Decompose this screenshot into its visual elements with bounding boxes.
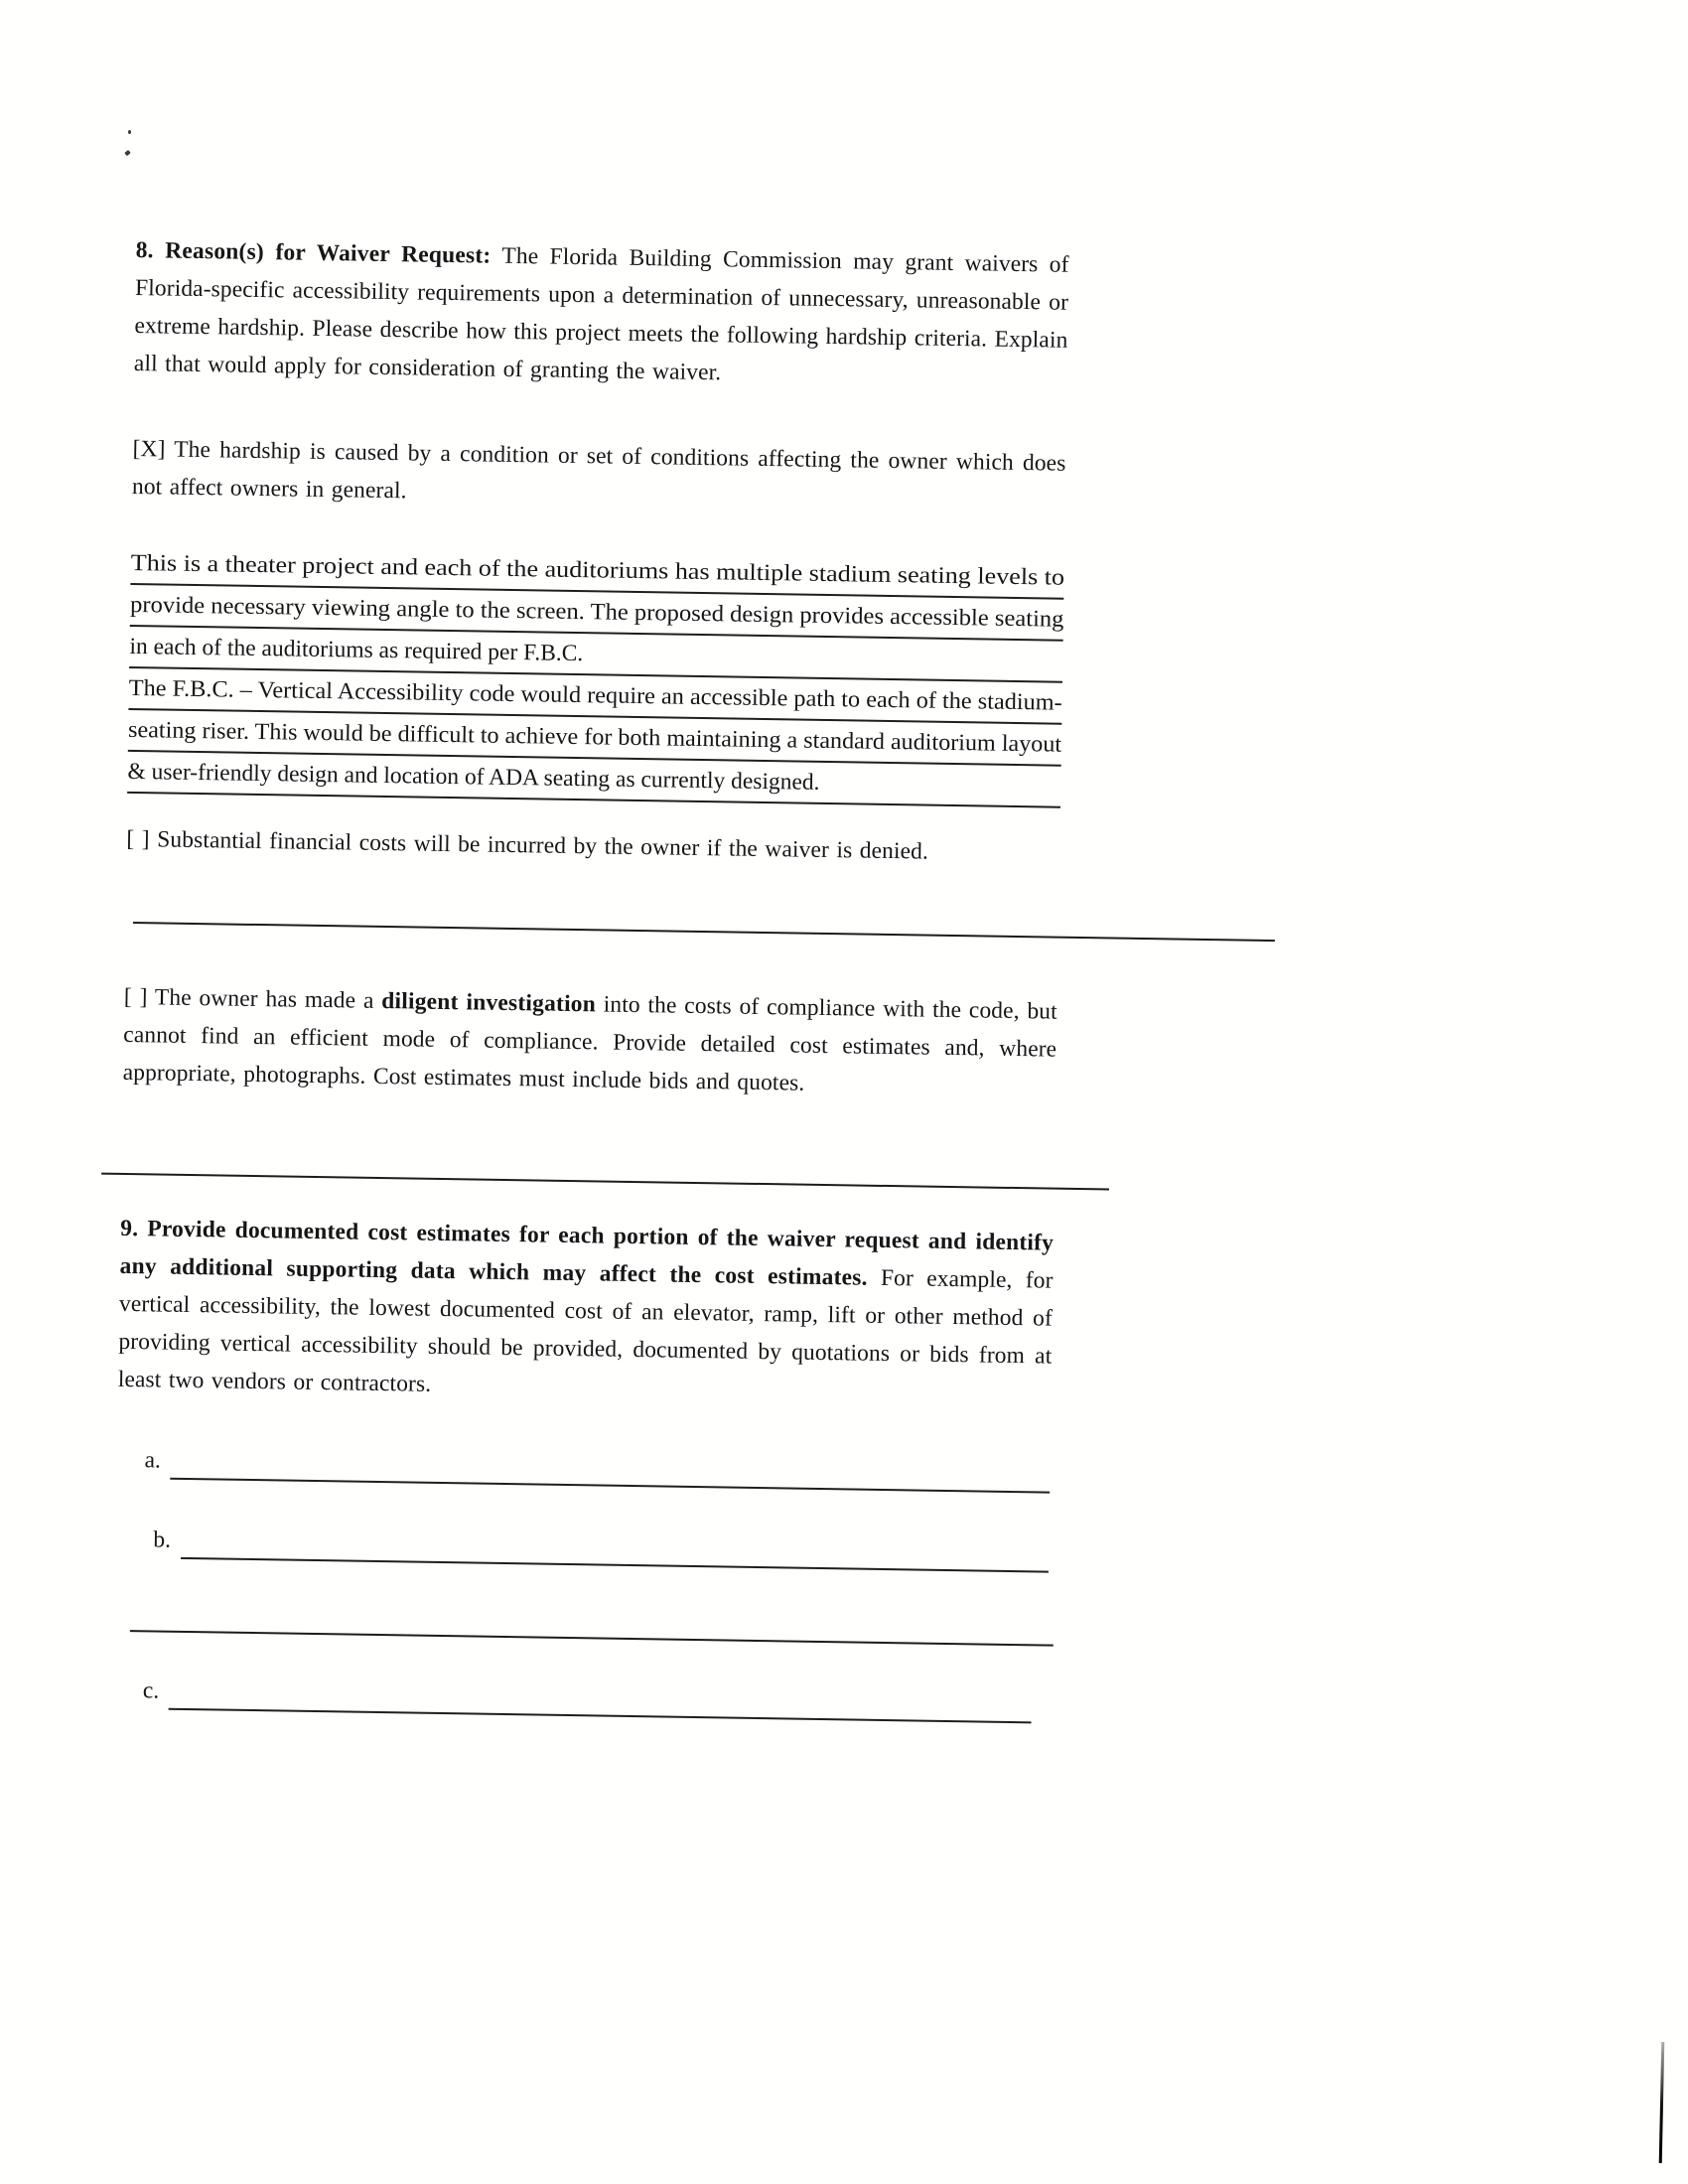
cost-label-b: b. xyxy=(153,1527,172,1553)
answer-line: provide necessary viewing angle to the screen. The proposed design provides accessible seating xyxy=(130,585,1064,642)
answer-line: The F.B.C. – Vertical Accessibility code would require an accessible path to each of the stadium- xyxy=(128,668,1062,725)
section9-heading: 9. Provide documented cost estimates for each portion of the waiver request and identify any additional supporting data which may affect the cost estimates. xyxy=(119,1215,1055,1291)
section9-intro-paragraph xyxy=(118,1210,1055,1413)
criterion-diligent-investigation xyxy=(122,978,1057,1106)
checkbox-financial-unchecked: [ ] xyxy=(126,825,150,853)
blank-answer-line xyxy=(101,1173,1109,1191)
cost-label-a: a. xyxy=(144,1447,162,1474)
criterion-financial-costs xyxy=(126,820,1059,873)
scan-edge-artifact xyxy=(1659,2042,1665,2163)
section8-intro-paragraph xyxy=(134,231,1069,397)
section8-intro-text: The Florida Building Commission may grant waivers of Florida-specific accessibility requirements upon a determination of unnecessary, unreasonable or extreme hardship. Please describe how this project meets the following hardship criteria. Explain all that would apply for consideration of granting the waiver. xyxy=(133,242,1069,386)
blank-answer-line xyxy=(133,922,1275,942)
criterion-investigation-bold: diligent investigation xyxy=(381,987,597,1018)
cost-line-c xyxy=(169,1674,1032,1724)
checkbox-hardship-checked: [X] xyxy=(132,435,166,463)
cost-line-a xyxy=(171,1444,1051,1494)
criterion-investigation-suffix: into the costs of compliance with the code, but cannot find an efficient mode of compliance. Provide detailed cost estimates and, where appropriate, photographs. Cost estimates must include bids and quotes. xyxy=(122,991,1057,1096)
answer-line: This is a theater project and each of the auditoriums has multiple stadium seating levels to xyxy=(130,543,1064,600)
form-content xyxy=(111,231,1069,1835)
hardship-answer-lines xyxy=(127,543,1064,808)
scan-speck xyxy=(124,150,130,156)
criterion-hardship-condition xyxy=(132,430,1066,520)
checkbox-investigation-unchecked: [ ] xyxy=(123,983,148,1011)
criterion-financial-text: Substantial financial costs will be incurred by the owner if the waiver is denied. xyxy=(156,826,929,865)
answer-line: & user-friendly design and location of ADA seating as currently designed. xyxy=(127,752,1061,808)
blank-answer-line xyxy=(130,1630,1054,1647)
section8-heading: 8. Reason(s) for Waiver Request: xyxy=(135,236,492,269)
cost-estimate-row-c xyxy=(113,1670,1033,1724)
answer-line: in each of the auditoriums as required per F.B.C. xyxy=(129,627,1063,683)
answer-line: seating riser. This would be difficult to achieve for both maintaining a standard auditorium layout xyxy=(128,710,1062,767)
criterion-hardship-text: The hardship is caused by a condition or set of conditions affecting the owner which does not affect owners in general. xyxy=(131,436,1066,505)
cost-estimate-row-a xyxy=(116,1439,1051,1494)
cost-estimate-row-b xyxy=(115,1519,1050,1573)
scan-speck xyxy=(128,130,131,134)
cost-label-c: c. xyxy=(142,1677,160,1704)
cost-line-b xyxy=(181,1524,1050,1573)
section9-intro-text: For example, for vertical accessibility, the lowest documented cost of an elevator, ramp, lift or other method of providing vertical accessibility should be provided, documented by quotations or bids from at least two vendors or contractors. xyxy=(117,1264,1054,1397)
criterion-investigation-prefix: The owner has made a xyxy=(154,984,374,1014)
